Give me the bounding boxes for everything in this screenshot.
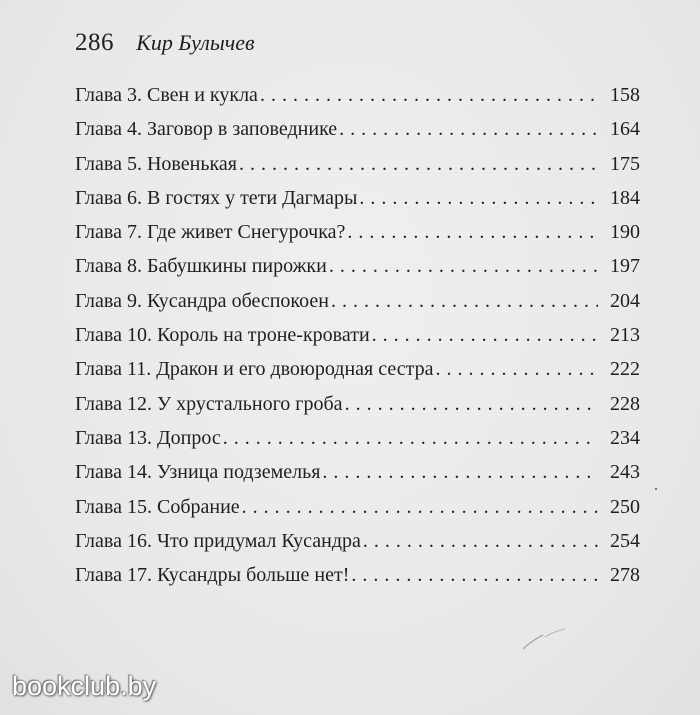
dot-leader xyxy=(331,284,598,318)
toc-entry xyxy=(75,455,640,489)
dot-leader xyxy=(351,558,598,592)
toc-entry xyxy=(75,215,640,249)
toc-entry xyxy=(75,284,640,318)
toc-entry-title: Глава 17. Кусандры больше нет! xyxy=(75,564,350,587)
toc-entry-title: Глава 9. Кусандра обеспокоен xyxy=(75,289,329,312)
toc-entry-page: 254 xyxy=(610,529,640,552)
toc-entry xyxy=(75,112,640,146)
toc-entry-page: 234 xyxy=(610,426,640,449)
dot-leader xyxy=(242,490,598,524)
dot-leader xyxy=(260,78,598,112)
toc-entry-title: Глава 6. В гостях у тети Дагмары xyxy=(75,186,358,209)
toc-entry xyxy=(75,147,640,181)
dot-leader xyxy=(372,318,598,352)
toc-entry-title: Глава 15. Собрание xyxy=(75,495,240,518)
toc-entry-page: 190 xyxy=(610,221,640,244)
toc-entry-title: Глава 11. Дракон и его двоюродная сестра xyxy=(75,358,434,381)
toc-entry xyxy=(75,249,640,283)
toc-entry-page: 228 xyxy=(610,392,640,415)
toc-entry xyxy=(75,421,640,455)
toc-entry xyxy=(75,524,640,558)
dot-leader xyxy=(347,215,598,249)
dot-leader xyxy=(239,147,598,181)
toc-entry xyxy=(75,318,640,352)
dot-leader xyxy=(329,249,598,283)
author-name: Кир Булычев xyxy=(136,30,255,55)
toc-entry-page: 184 xyxy=(610,186,640,209)
dot-leader xyxy=(223,421,598,455)
toc-entry-title: Глава 8. Бабушкины пирожки xyxy=(75,255,327,278)
toc-entry-page: 278 xyxy=(610,564,640,587)
toc-entry-page: 164 xyxy=(610,118,640,141)
dot-leader xyxy=(363,524,598,558)
dot-leader xyxy=(345,387,598,421)
watermark-logo: bookclub.by xyxy=(12,671,157,701)
toc-entry-title: Глава 14. Узница подземелья xyxy=(75,461,321,484)
toc-entry-title: Глава 16. Что придумал Кусандра xyxy=(75,529,361,552)
toc-entry-page: 204 xyxy=(610,289,640,312)
toc-entry xyxy=(75,558,640,592)
pencil-mark xyxy=(515,625,575,655)
toc-entry-title: Глава 5. Новенькая xyxy=(75,152,237,175)
toc-entry-page: 222 xyxy=(610,358,640,381)
toc-entry-title: Глава 3. Свен и кукла xyxy=(75,84,258,106)
toc-entry-title: Глава 10. Король на троне-кровати xyxy=(75,324,370,347)
toc-entry-page: 213 xyxy=(610,324,640,347)
toc-entry-title: Глава 4. Заговор в заповеднике xyxy=(75,118,338,141)
speck xyxy=(655,488,657,490)
toc-entry-title: Глава 7. Где живет Снегурочка? xyxy=(75,221,346,244)
toc-entry-title: Глава 13. Допрос xyxy=(75,426,221,449)
dot-leader xyxy=(322,455,598,489)
toc-entry xyxy=(75,387,640,421)
table-of-contents xyxy=(75,78,640,592)
running-header xyxy=(75,28,255,58)
dot-leader xyxy=(359,181,598,215)
toc-entry-page: 243 xyxy=(610,461,640,484)
toc-entry-page: 250 xyxy=(610,495,640,518)
dot-leader xyxy=(435,352,598,386)
toc-entry-title: Глава 12. У хрустального гроба xyxy=(75,392,343,415)
dot-leader xyxy=(339,112,598,146)
toc-entry xyxy=(75,352,640,386)
toc-entry xyxy=(75,181,640,215)
toc-entry-page: 197 xyxy=(610,255,640,278)
toc-entry xyxy=(75,490,640,524)
toc-entry-page: 158 xyxy=(610,84,640,106)
page-number: 286 xyxy=(75,29,114,56)
toc-entry xyxy=(75,78,640,112)
toc-entry-page: 175 xyxy=(610,152,640,175)
